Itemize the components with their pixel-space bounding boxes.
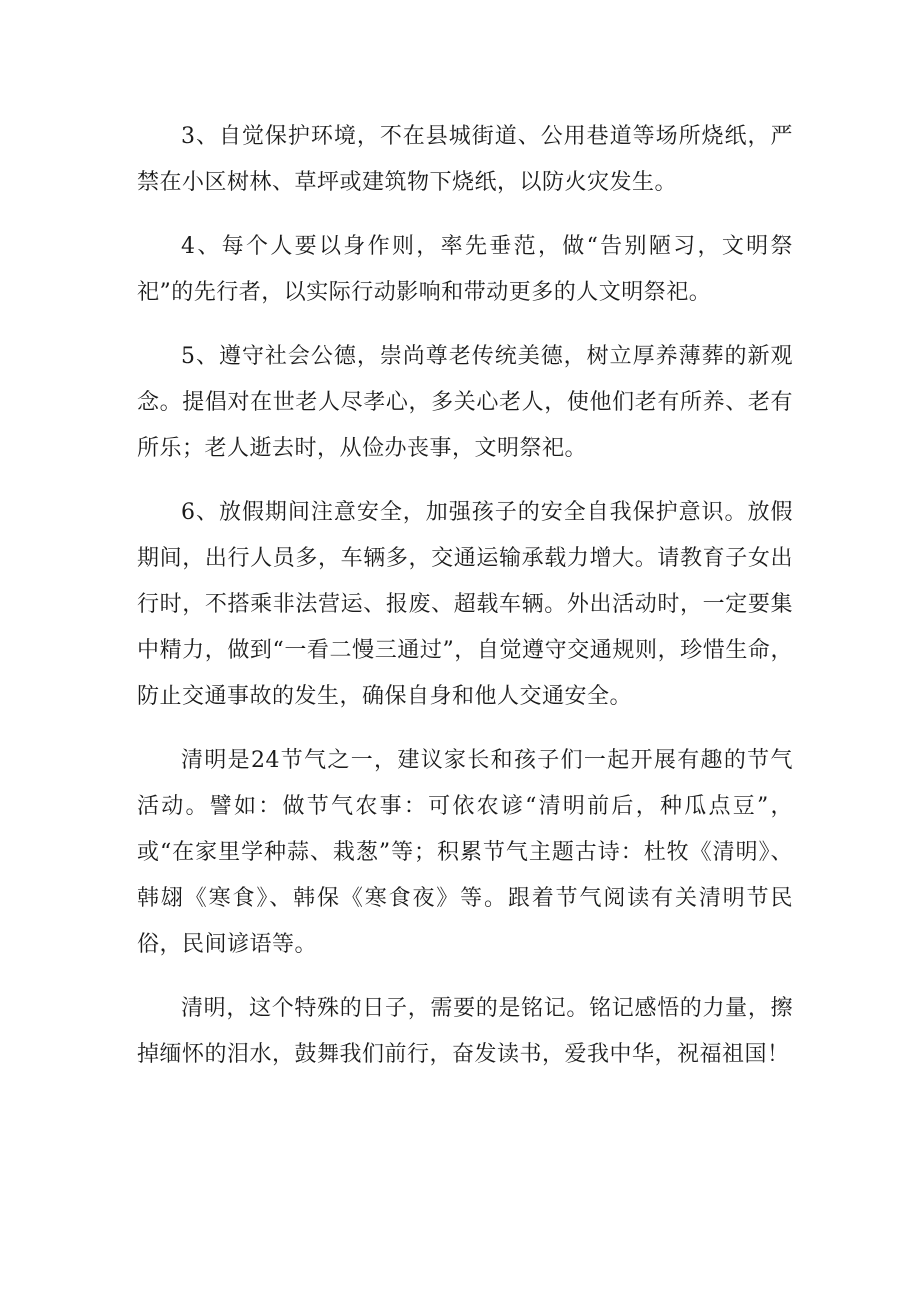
paragraph-closing: 清明，这个特殊的日子，需要的是铭记。铭记感悟的力量，擦掉缅怀的泪水，鼓舞我们前行，奋发读书，爱我中华，祝福祖国！ (137, 996, 793, 1067)
paragraph-item-6: 6、放假期间注意安全，加强孩子的安全自我保护意识。放假期间，出行人员多，车辆多，交通运输承载力增大。请教育子女出行时，不搭乘非法营运、报废、超载车辆。外出活动时，一定要集中精力，做到“一看二慢三通过”，自觉遵守交通规则，珍惜生命，防止交通事故的发生，确保自身和他人交通安全。 (137, 500, 793, 709)
document-body (137, 114, 793, 1096)
paragraph-item-5: 5、遵守社会公德，崇尚尊老传统美德，树立厚养薄葬的新观念。提倡对在世老人尽孝心，多关心老人，使他们老有所养、老有所乐；老人逝去时，从俭办丧事，文明祭祀。 (137, 344, 793, 461)
paragraph-item-4: 4、每个人要以身作则，率先垂范，做“告别陋习，文明祭祀”的先行者，以实际行动影响和带动更多的人文明祭祀。 (137, 234, 793, 305)
paragraph-qingming-activities: 清明是24节气之一，建议家长和孩子们一起开展有趣的节气活动。譬如：做节气农事：可依农谚“清明前后，种瓜点豆”，或“在家里学种蒜、栽葱”等；积累节气主题古诗：杜牧《清明》、韩翃《寒食》、韩保《寒食夜》等。跟着节气阅读有关清明节民俗，民间谚语等。 (137, 748, 793, 957)
paragraph-item-3: 3、自觉保护环境，不在县城街道、公用巷道等场所烧纸，严禁在小区树林、草坪或建筑物下烧纸，以防火灾发生。 (137, 124, 793, 195)
